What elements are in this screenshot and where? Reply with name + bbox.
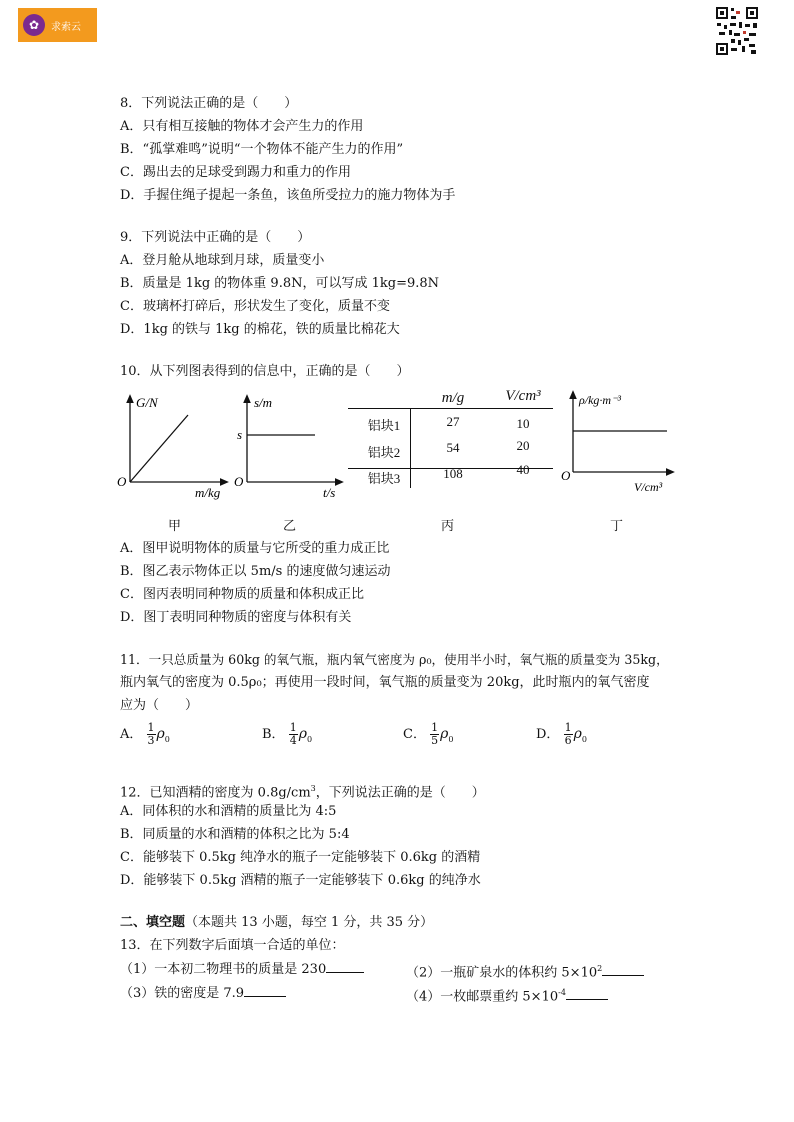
- q13-stem: 13．在下列数字后面填一合适的单位：: [120, 938, 345, 953]
- rho-symbol: [157, 726, 170, 742]
- table-row-label: 铝块3: [367, 471, 401, 486]
- section-note: （本题共 13 小题，每空 1 分，共 35 分）: [185, 915, 434, 930]
- fraction: [564, 722, 573, 747]
- caption-yi: 乙: [283, 519, 297, 534]
- q8-option-a: A．只有相互接触的物体才会产生力的作用: [120, 119, 364, 134]
- q11-option-c: [403, 722, 453, 749]
- q12-option-c: C．能够装下 0.5kg 纯净水的瓶子一定能够装下 0.6kg 的酒精: [120, 850, 481, 865]
- ding-x-label: V/cm³: [634, 480, 663, 494]
- rho-symbol: [440, 726, 453, 742]
- q12-option-a: A．同体积的水和酒精的质量比为 4:5: [120, 804, 337, 819]
- q12-stem: [120, 780, 485, 802]
- table-cell-mass: 54: [446, 440, 460, 455]
- option-label: D．: [536, 727, 560, 742]
- rho-symbol: [574, 726, 587, 742]
- yi-x-label: t/s: [323, 485, 336, 500]
- q11-line-2: 瓶内氧气的密度为 0.5ρ₀；再使用一段时间，氧气瓶的质量变为 20kg，此时瓶内的氧气密度: [120, 675, 650, 690]
- fraction-numerator: 1: [147, 721, 155, 734]
- rho-symbol: [299, 726, 312, 742]
- q13-item-sup: 2: [597, 964, 603, 973]
- jia-proportional-line: [130, 415, 188, 482]
- q10-option-b: B．图乙表示物体正以 5m/s 的速度做匀速运动: [120, 564, 391, 579]
- q8-stem: 8．下列说法正确的是（ ）: [120, 96, 298, 111]
- yi-y-label: s/m: [254, 395, 273, 410]
- yi-level-label: s: [237, 427, 243, 442]
- q9-stem: 9．下列说法中正确的是（ ）: [120, 230, 311, 245]
- rho-letter: ρ: [573, 726, 582, 742]
- q12-stem-tail: ，下列说法正确的是（ ）: [315, 785, 485, 801]
- yi-origin: O: [234, 474, 244, 489]
- rho-letter: ρ: [440, 726, 449, 742]
- fraction-denominator: 3: [147, 734, 155, 747]
- answer-blank[interactable]: [566, 987, 608, 1000]
- table-header-volume: V/cm³: [505, 388, 541, 404]
- table-bing: [348, 388, 553, 491]
- q13-item-1: [120, 960, 364, 979]
- fraction-numerator: 1: [289, 721, 297, 734]
- option-label: A．: [120, 727, 143, 742]
- q13-item-text: （2）一瓶矿泉水的体积约 5×10: [406, 965, 598, 981]
- fraction-denominator: 4: [289, 734, 297, 747]
- q12-stem-sup: 3: [310, 784, 316, 793]
- table-cell-volume: 10: [516, 416, 530, 431]
- table-row-label: 铝块2: [367, 445, 401, 460]
- table-cell-mass: 27: [446, 414, 460, 429]
- q13-item-text: （4）一枚邮票重约 5×10: [406, 989, 559, 1005]
- q10-option-a: A．图甲说明物体的质量与它所受的重力成正比: [120, 541, 390, 556]
- q12-stem-text: 12．已知酒精的密度为 0.8g/cm: [120, 785, 311, 801]
- q10-option-c: C．图丙表明同种物质的质量和体积成正比: [120, 587, 364, 602]
- q9-option-c: C．玻璃杯打碎后，形状发生了变化，质量不变: [120, 299, 390, 314]
- q9-option-a: A．登月舱从地球到月球，质量变小: [120, 253, 325, 268]
- graph-ding: [558, 388, 683, 496]
- fraction-numerator: 1: [431, 721, 439, 734]
- q13-item-text: （1）一本初二物理书的质量是 230: [120, 962, 327, 977]
- q9-option-b: B．质量是 1kg 的物体重 9.8N，可以写成 1kg=9.8N: [120, 276, 440, 291]
- table-row-label: 铝块1: [367, 418, 401, 433]
- rho-subscript: 0: [164, 734, 170, 744]
- table-cell-mass: 108: [443, 466, 463, 481]
- fraction: [147, 722, 156, 747]
- q13-item-3: [120, 984, 286, 1003]
- qr-code-icon: [715, 6, 759, 56]
- answer-blank[interactable]: [326, 960, 364, 973]
- logo-text: 求索云: [51, 22, 81, 33]
- ding-origin: O: [561, 468, 571, 483]
- q11-option-b: [262, 722, 312, 749]
- caption-ding: 丁: [610, 519, 624, 534]
- q13-item-text: （3）铁的密度是 7.9: [120, 986, 245, 1001]
- q11-option-d: [536, 722, 587, 749]
- fraction-denominator: 5: [431, 734, 439, 747]
- q10-stem: 10．从下列图表得到的信息中，正确的是（ ）: [120, 364, 410, 379]
- brand-logo: [18, 8, 97, 42]
- q11-line-1: 11．一只总质量为 60kg 的氧气瓶，瓶内氧气密度为 ρ₀，使用半小时，氧气瓶的质量变为 35kg，: [120, 652, 669, 667]
- section-title: 二、填空题: [120, 915, 186, 930]
- q12-option-b: B．同质量的水和酒精的体积之比为 5:4: [120, 827, 350, 842]
- rho-subscript: 0: [581, 734, 587, 744]
- caption-jia: 甲: [168, 519, 182, 534]
- q11-line-3: 应为（ ）: [120, 698, 199, 713]
- q12-option-d: D．能够装下 0.5kg 酒精的瓶子一定能够装下 0.6kg 的纯净水: [120, 873, 481, 888]
- q9-option-d: D．1kg 的铁与 1kg 的棉花，铁的质量比棉花大: [120, 322, 400, 337]
- q13-item-4: [406, 984, 608, 1006]
- table-cell-volume: 20: [516, 438, 530, 453]
- option-label: C．: [403, 727, 426, 742]
- q10-option-d: D．图丁表明同种物质的密度与体积有关: [120, 610, 352, 625]
- ding-y-label: ρ/kg·m⁻³: [579, 393, 622, 407]
- jia-y-label: G/N: [136, 395, 158, 410]
- rho-subscript: 0: [306, 734, 313, 744]
- jia-x-label: m/kg: [195, 485, 221, 500]
- fraction: [430, 722, 439, 747]
- logo-mark-icon: ✿: [23, 14, 45, 36]
- rho-letter: ρ: [156, 726, 165, 742]
- answer-blank[interactable]: [602, 963, 644, 976]
- graph-jia: [115, 390, 235, 505]
- jia-origin: O: [117, 474, 127, 489]
- q11-option-a: [120, 722, 170, 749]
- q13-item-sup: -4: [558, 988, 566, 997]
- option-label: B．: [262, 727, 285, 742]
- fraction: [289, 722, 298, 747]
- q8-option-d: D．手握住绳子提起一条鱼，该鱼所受拉力的施力物体为手: [120, 188, 456, 203]
- caption-bing: 丙: [441, 519, 455, 534]
- rho-letter: ρ: [298, 726, 307, 742]
- graph-yi: [232, 390, 347, 505]
- q8-option-b: B．“孤掌难鸣”说明“一个物体不能产生力的作用”: [120, 142, 404, 157]
- fraction-denominator: 6: [564, 734, 572, 747]
- section-heading: [120, 914, 433, 932]
- q8-option-c: C．踢出去的足球受到踢力和重力的作用: [120, 165, 351, 180]
- answer-blank[interactable]: [244, 984, 286, 997]
- table-header-mass: m/g: [441, 390, 465, 406]
- rho-subscript: 0: [448, 734, 454, 744]
- q13-item-2: [406, 960, 644, 982]
- table-cell-volume: 40: [516, 462, 530, 477]
- fraction-numerator: 1: [564, 721, 572, 734]
